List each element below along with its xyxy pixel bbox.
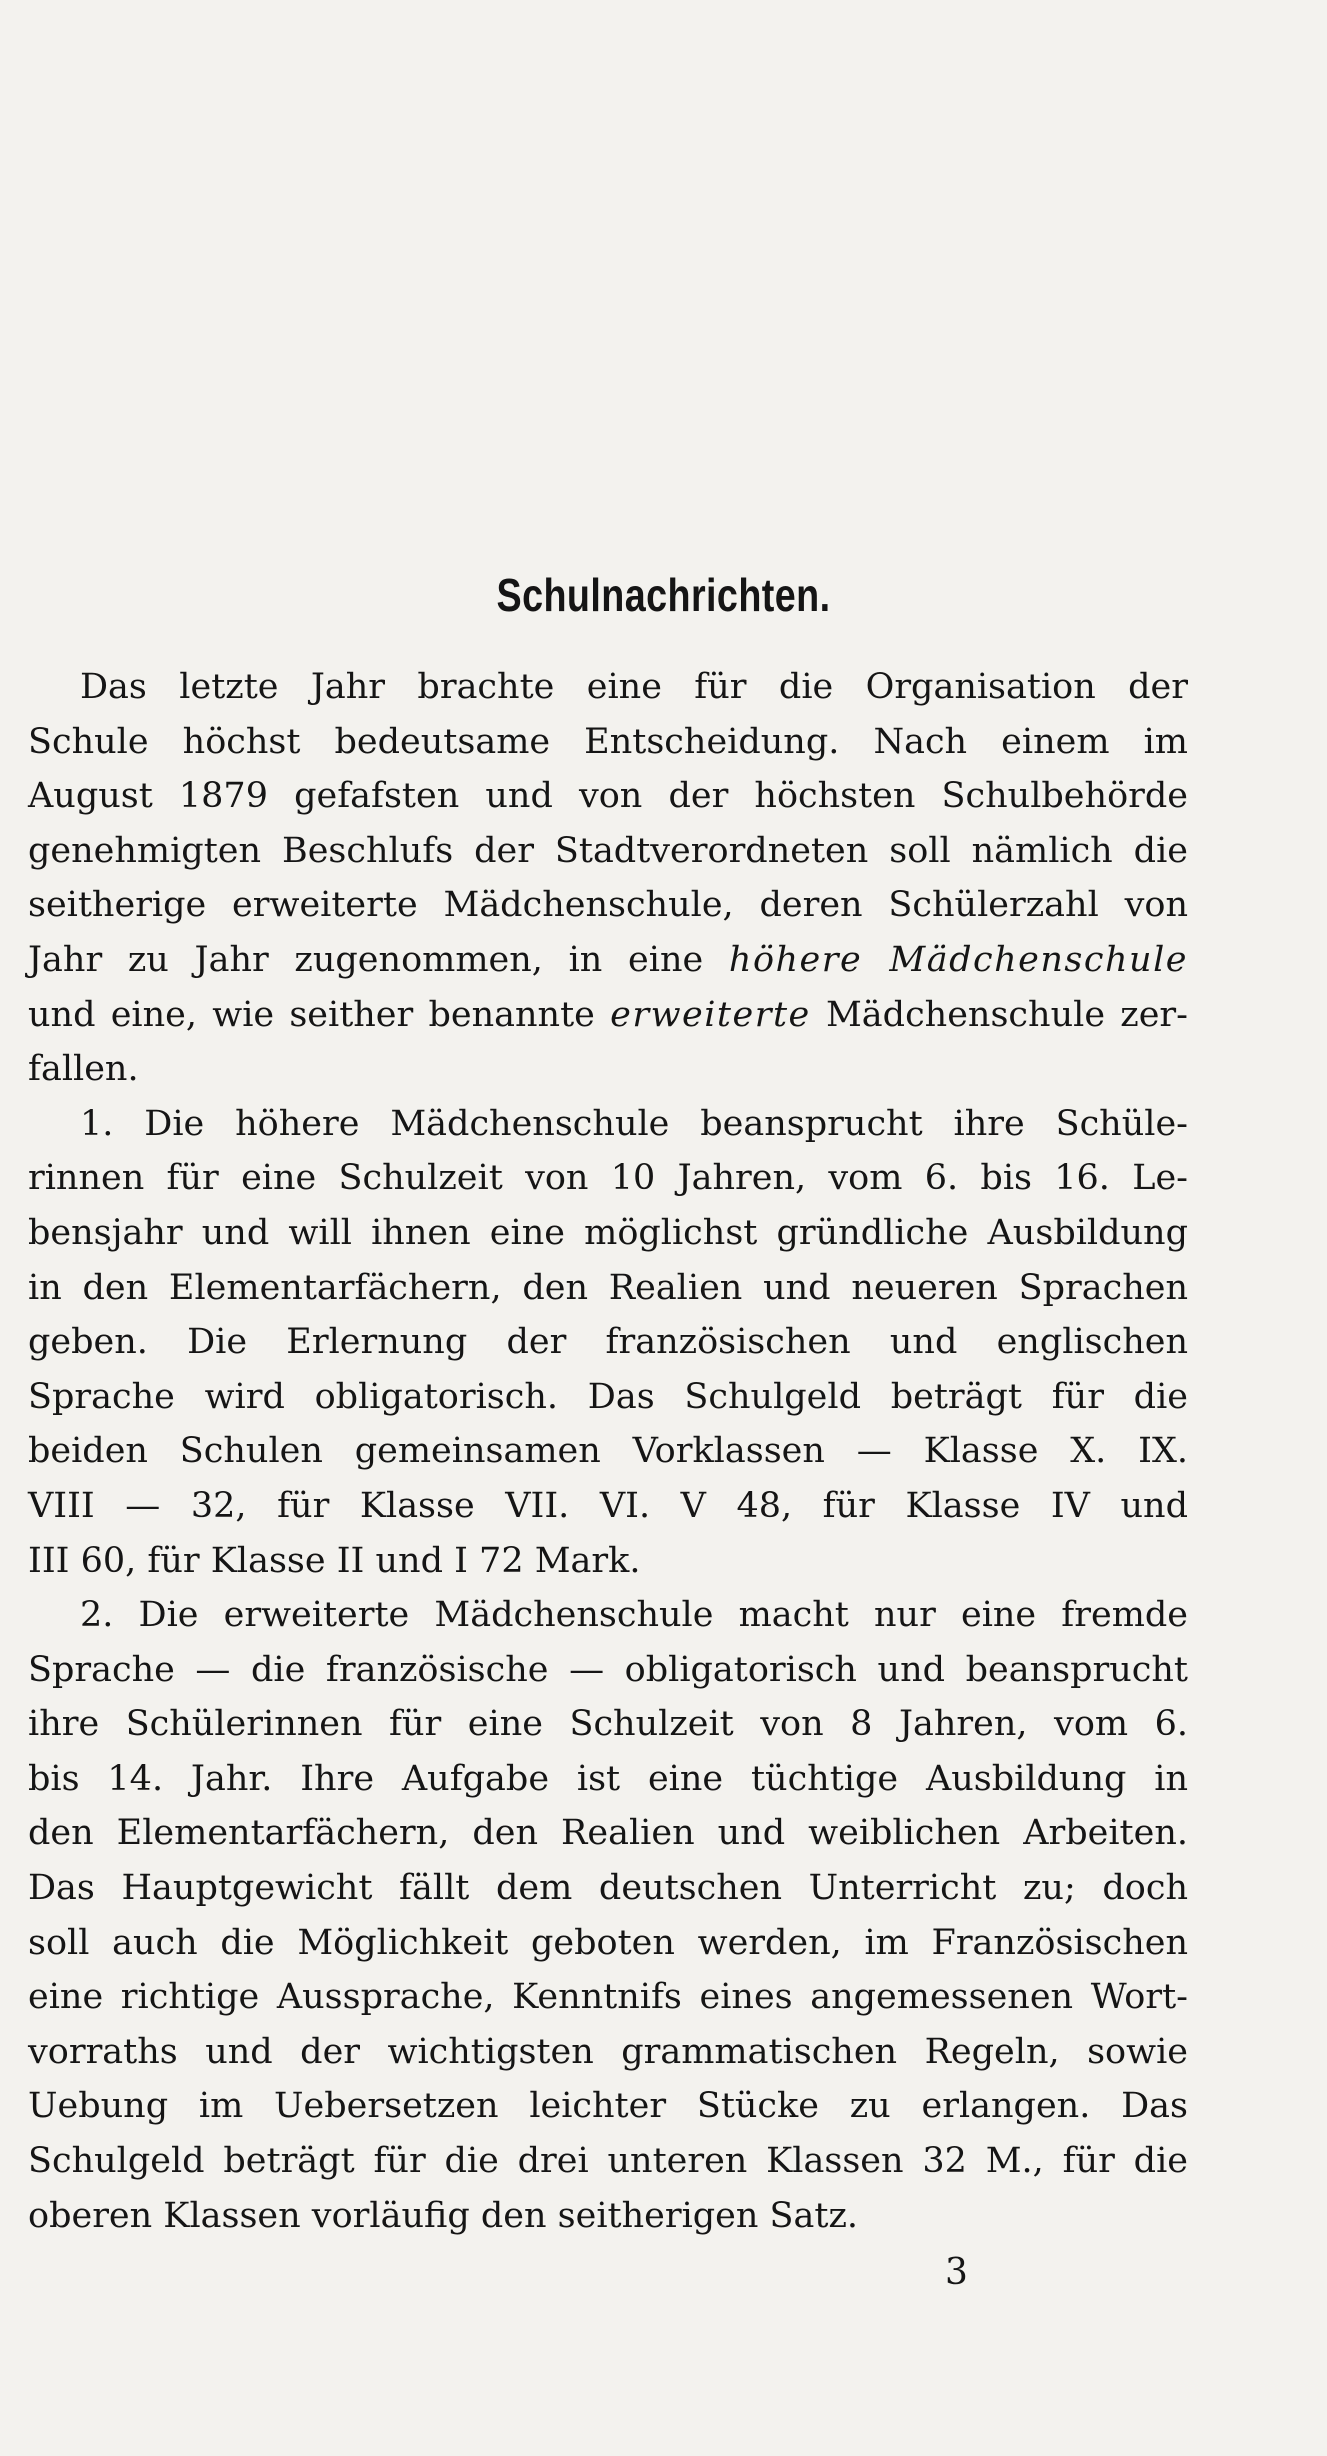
text-line: oberen Klassen vorläufig den seitherigen Satz. [28, 2195, 859, 2236]
page-number: 3 [945, 2252, 968, 2293]
text-line: den Elementarfächern, den Realien und weiblichen Arbeiten. [28, 1813, 1188, 1854]
emphasized-term: erweiterte [610, 994, 811, 1035]
text-line: fallen. [28, 1049, 139, 1090]
emphasized-term: höhere Mädchenschule [728, 939, 1188, 980]
text-line: bis 14. Jahr. Ihre Aufgabe ist eine tüchtige Ausbildung in [28, 1758, 1188, 1799]
text-segment: Jahr zu Jahr zugenommen, in eine [28, 939, 704, 980]
text-line: eine richtige Aussprache, Kenntnifs eines angemessenen Wort- [28, 1977, 1188, 2018]
text-line: genehmigten Beschlufs der Stadtverordneten soll nämlich die [28, 830, 1188, 871]
text-line: Schule höchst bedeutsame Entscheidung. Nach einem im [28, 721, 1188, 762]
text-line-with-emphasis [28, 933, 1188, 988]
text-line: 1. Die höhere Mädchenschule beansprucht ihre Schüle- [80, 1103, 1188, 1144]
body-text [28, 660, 1188, 2243]
text-line: VIII — 32, für Klasse VII. VI. V 48, für Klasse IV und [28, 1485, 1188, 1526]
text-line: Schulgeld beträgt für die drei unteren Klassen 32 M., für die [28, 2141, 1188, 2182]
text-line: Uebung im Uebersetzen leichter Stücke zu erlangen. Das [28, 2086, 1188, 2127]
page-title: Schulnachrichten. [496, 569, 831, 621]
text-line: Das Hauptgewicht fällt dem deutschen Unterricht zu; doch [28, 1868, 1188, 1909]
text-line: III 60, für Klasse II und I 72 Mark. [28, 1540, 641, 1581]
text-line-with-emphasis [28, 988, 1188, 1043]
text-line: bensjahr und will ihnen eine möglichst gründliche Ausbildung [28, 1212, 1188, 1253]
text-segment: Mädchenschule zer- [825, 994, 1188, 1035]
text-line: Das letzte Jahr brachte eine für die Organisation der [80, 667, 1188, 707]
text-line: vorraths und der wichtigsten grammatischen Regeln, sowie [28, 2031, 1188, 2072]
text-line: ihre Schülerinnen für eine Schulzeit von 8 Jahren, vom 6. [28, 1704, 1188, 1745]
text-line: Sprache wird obligatorisch. Das Schulgeld beträgt für die [28, 1376, 1188, 1417]
text-line: soll auch die Möglichkeit geboten werden, im Französischen [28, 1922, 1188, 1963]
text-line: rinnen für eine Schulzeit von 10 Jahren, vom 6. bis 16. Le- [28, 1158, 1188, 1199]
text-line: Sprache — die französische — obligatorisch und beansprucht [28, 1649, 1188, 1690]
text-line: 2. Die erweiterte Mädchenschule macht nur eine fremde [80, 1595, 1188, 1636]
text-line: seitherige erweiterte Mädchenschule, deren Schülerzahl von [28, 885, 1188, 926]
text-segment: und eine, wie seither benannte [28, 994, 595, 1035]
text-line: in den Elementarfächern, den Realien und neueren Sprachen [28, 1267, 1188, 1308]
text-line: August 1879 gefafsten und von der höchsten Schulbehörde [28, 776, 1188, 817]
text-line: geben. Die Erlernung der französischen und englischen [28, 1322, 1188, 1363]
text-line: beiden Schulen gemeinsamen Vorklassen — Klasse X. IX. [28, 1431, 1188, 1472]
